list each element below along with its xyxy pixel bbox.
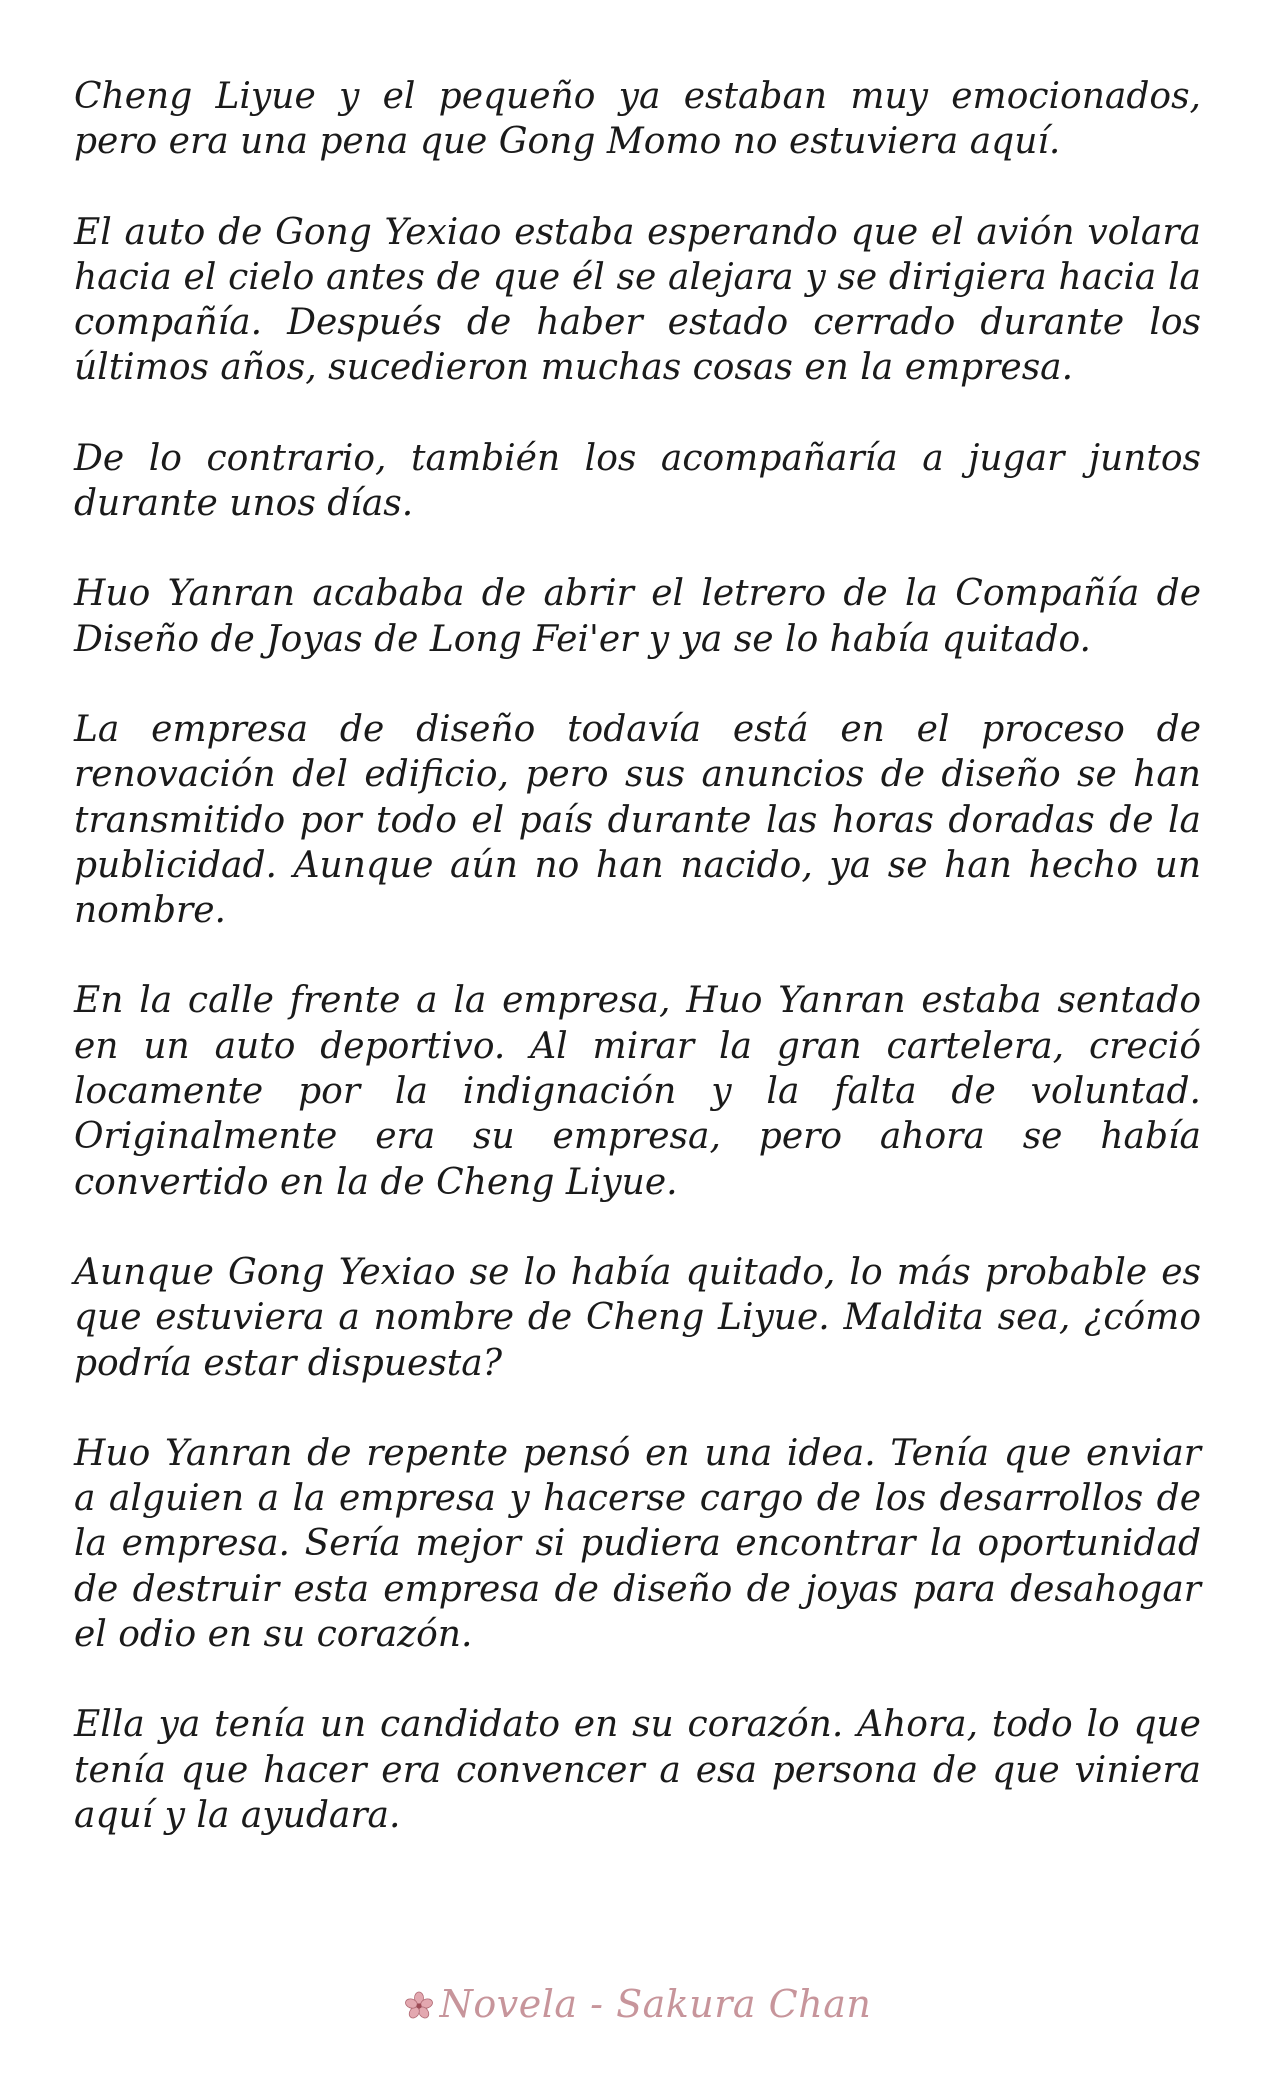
paragraph-1: Cheng Liyue y el pequeño ya estaban muy emocionados, pero era una pena que Gong Momo no estuviera aquí.	[74, 76, 1201, 163]
paragraph-9: Ella ya tenía un candidato en su corazón. Ahora, todo lo que tenía que hacer era convencer a esa persona de que viniera aquí y la ayudara.	[74, 1704, 1201, 1836]
paragraph-4: Huo Yanran acababa de abrir el letrero de la Compañía de Diseño de Joyas de Long Fei'er y ya se lo había quitado.	[74, 573, 1201, 660]
paragraph-3: De lo contrario, también los acompañaría a jugar juntos durante unos días.	[74, 437, 1201, 525]
paragraph-7: Aunque Gong Yexiao se lo había quitado, lo más probable es que estuviera a nombre de Cheng Liyue. Maldita sea, ¿cómo podría estar dispuesta?	[74, 1251, 1201, 1384]
paragraph-6: En la calle frente a la empresa, Huo Yanran estaba sentado en un auto deportivo. Al mirar la gran cartelera, creció locamente por la indignación y la falta de voluntad. Originalmente era su empresa, pero ahora se había convertido en la de Cheng Liyue.	[74, 980, 1201, 1203]
chapter-body	[74, 74, 1201, 1883]
watermark-text: Novela - Sakura Chan	[439, 1982, 872, 2026]
sakura-flower-icon	[404, 1986, 434, 2030]
paragraph-2: El auto de Gong Yexiao estaba esperando que el avión volara hacia el cielo antes de que él se alejara y se dirigiera hacia la compañía. Después de haber estado cerrado durante los últimos años, sucedieron muchas cosas en la empresa.	[74, 211, 1201, 389]
watermark	[0, 1982, 1275, 2030]
paragraph-8: Huo Yanran de repente pensó en una idea. Tenía que enviar a alguien a la empresa y hacerse cargo de los desarrollos de la empresa. Sería mejor si pudiera encontrar la oportunidad de destruir esta empresa de diseño de joyas para desahogar el odio en su corazón.	[74, 1432, 1201, 1656]
paragraph-5: La empresa de diseño todavía está en el proceso de renovación del edificio, pero sus anuncios de diseño se han transmitido por todo el país durante las horas doradas de la publicidad. Aunque aún no han nacido, ya se han hecho un nombre.	[74, 708, 1201, 932]
